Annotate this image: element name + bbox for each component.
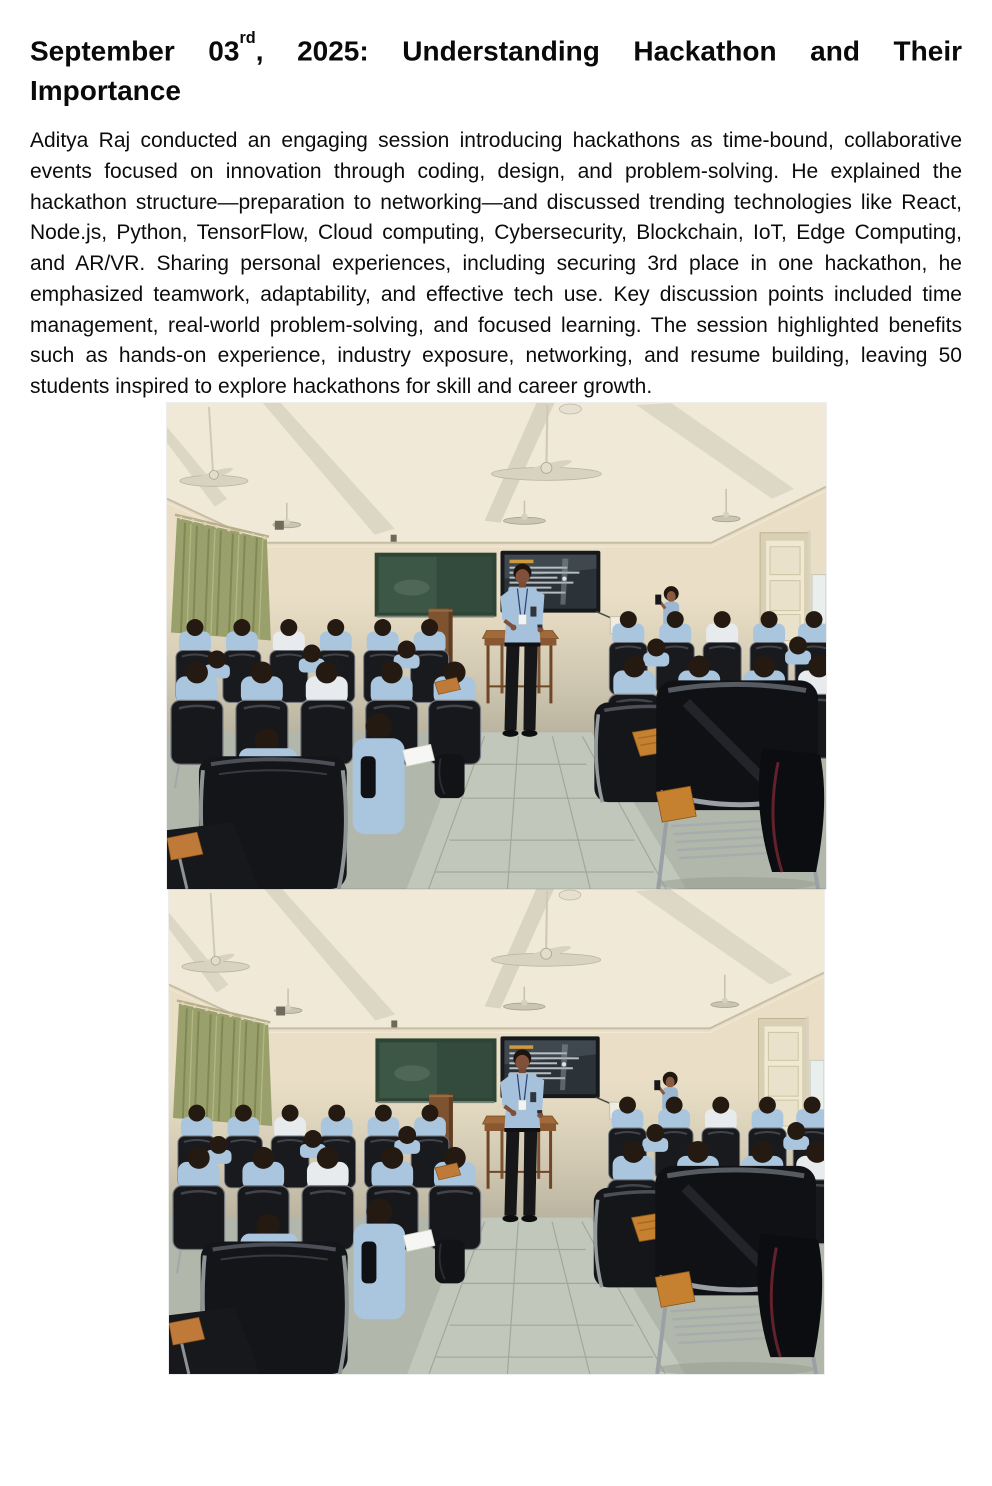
classroom-photo-2: [169, 889, 824, 1374]
body-paragraph: Aditya Raj conducted an engaging session introducing hackathons as time-bound, collaborative events focused on innovation through coding, design, and problem-solving. He explained the hackathon structure—preparation to networking—and discussed trending technologies like React, Node.js, Python, TensorFlow, Cloud computing, Cybersecurity, Blockchain, IoT, Edge Computing, and AR/VR. Sharing personal experiences, including securing 3rd place in one hackathon, he emphasized teamwork, adaptability, and effective tech use. Key discussion points included time management, real-world problem-solving, and focused learning. The session highlighted benefits such as hands-on experience, industry exposure, networking, and resume building, leaving 50 students inspired to explore hackathons for skill and career growth.: [30, 129, 962, 398]
heading-text: September 03: [30, 35, 240, 67]
page-title: [30, 25, 962, 111]
classroom-photo-1: [167, 403, 826, 889]
classroom-photo-svg: [169, 889, 824, 1374]
superscript-ordinal: rd: [239, 28, 256, 47]
classroom-photo-svg: [167, 403, 826, 889]
heading-text-rest: , 2025: Understanding Hackathon and Their Importance: [30, 35, 962, 107]
